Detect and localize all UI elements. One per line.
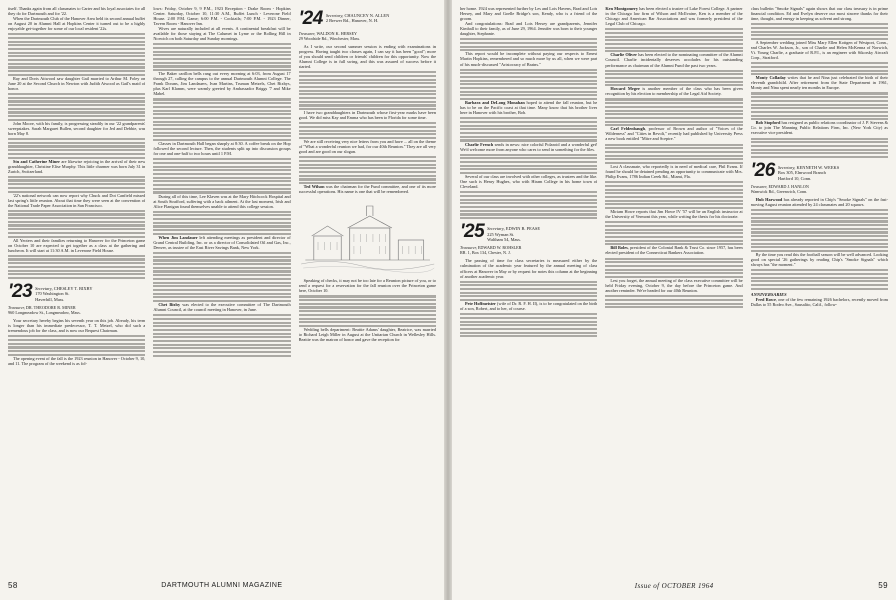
page-number: 58 xyxy=(8,581,18,590)
text-lines xyxy=(460,117,597,141)
treasurer-address: 29 Woodside Rd., Winchester, Mass. xyxy=(298,36,361,41)
treasurer-line xyxy=(460,245,597,255)
secretary-role: Secretary, xyxy=(777,165,796,171)
text-lines xyxy=(8,335,145,356)
left-columns xyxy=(8,6,436,562)
right-page xyxy=(452,0,896,600)
text-lines xyxy=(299,71,436,110)
text-lines xyxy=(460,69,597,101)
paragraph: The opening event of the fall is the 1923 reunion in Hanover - October 9, 10, and 11. The program of the weekend is as fol- xyxy=(8,355,146,366)
paragraph: I have two granddaughters in Dartmouth whose first-year marks have been good. We did miss Kay and Emma who has been to Florida for some time. xyxy=(298,110,436,121)
secretary-block xyxy=(487,223,540,242)
paragraph-text: left attending meetings as president and director of Grand Central Building, Inc. or as a director of Consolidated Oil and Gas, Inc., Denver, as trustee of the East River Savings Bank, New York. xyxy=(153,234,291,250)
paragraph-text: , president of the Colonial Bank & Trust Co. since 1957, has been elected president of the Connecticut Bankers Association. xyxy=(605,245,743,256)
secretary-block xyxy=(35,283,92,302)
text-lines xyxy=(751,138,888,159)
name-bold: Charlie French xyxy=(465,141,494,147)
paragraph: Lost A classmate, who reportedly is in need of medical care, Phil Evans. If found he should be detained pending an opportunity to communicate with Mrs. Philip Evans, 1786 Indian Creek Rd., Miami, Fla. xyxy=(605,164,743,180)
paragraph-text: has been elected a trustee of Lake Forest College. A partner in the Chicago law firm of Wilson and McIlvaine, Ken is a member of the Chicago and American Bar Associations and was formerly president of the Legal Club of Chicago. xyxy=(605,6,743,27)
paragraph: Wives are naturally included at all events. A continental breakfast will be available for those staying at The Calumet in Lyme or the Rolling Hill in Norwich on both Saturday and Sunday mornings. xyxy=(153,26,291,42)
paragraph xyxy=(460,100,597,115)
treasurer-role: Treasurer, xyxy=(750,184,768,190)
name-bold: Carl Feldenbaugh xyxy=(610,126,646,132)
secretary-name: KENNETH W. WEEKS xyxy=(796,165,840,171)
left-page xyxy=(0,0,444,600)
left-column-3 xyxy=(299,6,436,562)
text-lines xyxy=(460,154,597,175)
section-subheading: ANNIVERSARIES xyxy=(750,291,787,297)
name-bold: Charlie Oliver xyxy=(610,52,638,58)
secretary-role: Secretary, xyxy=(325,13,344,18)
name-bold: Pete Hoffmeister xyxy=(465,301,496,307)
paragraph xyxy=(751,75,888,90)
paragraph-text: , professor of Brown and author of "Voices of the Wilderness" and "Cities in Revolt," recently had published by University Press a new book entitled "Mitre and Sceptre." xyxy=(605,126,743,142)
treasurer-role: Treasurer, xyxy=(8,305,25,311)
secretary-city: Waltham 54, Mass. xyxy=(487,237,521,243)
paragraph xyxy=(751,120,888,135)
treasurer-role: Treasurer, xyxy=(460,245,477,251)
class-year: '25 xyxy=(460,221,485,243)
text-lines xyxy=(8,138,145,159)
text-lines xyxy=(153,252,290,302)
treasurer-role: Treasurer, xyxy=(298,31,316,36)
paragraph: Speaking of checks, it may not be too late for a Reunion picture of you, or to send a request for a reservation for the fall reunion over the Princeton game here, October 10. xyxy=(298,278,436,294)
paragraph: Ray and Doris Attwood saw daughter Gail married to Arthur M. Foley on June 20 at the Second Church in Newton with Judith Atwood as Gail's maid of honor. xyxy=(8,75,146,91)
text-lines xyxy=(153,98,290,141)
text-lines xyxy=(460,281,597,302)
treasurer-address: RR. 1, Box 134, Chester, N. J. xyxy=(460,250,511,256)
paragraph xyxy=(605,245,742,255)
class-year: '23 xyxy=(8,281,33,302)
name-bold: Bill Boles xyxy=(610,245,628,251)
paragraph: All Yeoters and their families returning to Hanover for the Princeton game on October 10 are expected to get together as a class at the gathering and luncheon. It will start at 11:30 A.M. in Leverone Field House. xyxy=(8,237,146,253)
secretary-role: Secretary, xyxy=(35,286,53,291)
paragraph xyxy=(605,126,742,141)
paragraph: Several of our class are involved with other colleges, as trustees and the like. One such is Henry Hughes, who with Hiram College in his home town of Cleveland. xyxy=(460,174,598,190)
right-footer xyxy=(460,581,888,590)
text-lines xyxy=(605,70,742,87)
paragraph: Your secretary hereby begins his seventh year on this job. Already, his term is longer than his immediate predecessor, T. T. Metzel, who did such a tremendous job for the class, and is now our Bequest Chairman. xyxy=(8,318,146,334)
paragraph-text: has been elected to the nominating committee of the Alumni Council. Charlie incidentally deserves accolades for his outstanding performance as chairman of the Alumni Fund the past two years. xyxy=(605,52,743,68)
text-lines xyxy=(751,269,888,290)
text-lines xyxy=(605,258,742,279)
paragraph: By the time you read this the football season will be well advanced. Looking good on special '26 gatherings by reading Chip's "Smoke Signals" which always has "the moment." xyxy=(750,252,888,268)
text-lines xyxy=(299,122,436,139)
left-footer xyxy=(8,581,436,590)
name-bold: Ted Wilson xyxy=(303,184,325,190)
right-column-3 xyxy=(751,6,888,562)
paragraph: The Baker carillon bells rang out every morning at 6:03, from August 17 through 27, calling the campus to the annual Dartmouth Alumni College. The Frank Dorans, Jim Landauers, Ivan Martins, Truman Metzels, Chet Bixbys, plus Karl Klamm, were warmly greeted by Ambassador Briggs '7 and Mike Mabel. xyxy=(153,71,291,97)
text-lines xyxy=(751,23,888,40)
paragraph: When the Dartmouth Club of the Hanover Area held its second annual buffet on August 20 in Alumni Hall at Hopkins Center it turned out to be a highly enjoyable get-together for some of our local resident '22s. xyxy=(8,16,146,32)
paragraph: class bulletin "Smoke Signals" again shows that our class treasury is in prime financial condition. Ed and Evelyn deserve our most sincere thanks for their time, thought, and energy in keeping us solvent and strong. xyxy=(750,6,888,22)
paragraph-text: has already reported in Chip's "Smoke Signals" on the fast-moving August reunion attended by 24 classmates and 20 squaws. xyxy=(750,197,888,208)
secretary-address: 2 Brewer Rd., Hanover, N. H. xyxy=(325,18,379,24)
name-bold: Howard Megee xyxy=(610,86,640,92)
text-lines xyxy=(751,92,888,120)
text-lines xyxy=(8,210,145,238)
text-lines xyxy=(605,295,742,308)
magazine-title: DARTMOUTH ALUMNI MAGAZINE xyxy=(161,582,283,589)
paragraph-text: , one of the few remaining 1926 bachelors, recently moved from Dallas to 55 Rodeo Ave., Sausalito, Calif., follow- xyxy=(750,296,888,307)
paragraph xyxy=(605,52,742,67)
paragraph-text: was the chairman for the Fund committee, and one of its more successful operations. His name is one that will be remembered. xyxy=(298,184,436,195)
paragraph xyxy=(751,197,888,207)
paragraph: As I write, our second summer session is ending with examinations in progress. Having taught two classes again, I can say it has been "good"; more of you should send children or friends' children for this opportunity. Now the Alumni College is in full swing, and this was assured of success before it started. xyxy=(298,44,436,70)
text-lines xyxy=(8,33,145,76)
text-lines xyxy=(751,62,888,75)
class-year: '24 xyxy=(298,8,323,29)
paragraph: Lest you forget, the annual meeting of the class executive committee will be held Friday evening, October 9, the day before the Princeton game. And another reminder. We're headed for our 40th Reunion. xyxy=(605,278,743,294)
treasurer-line xyxy=(751,184,888,194)
paragraph xyxy=(605,6,742,26)
text-lines xyxy=(153,211,290,235)
right-columns xyxy=(460,6,888,562)
paragraph: lows: Friday, October 9, 9 P.M., 1923 Reception - Drake Room - Hopkins Center. Saturday, October 10, 11:30 A.M., Buffet Lunch - Leverone Field House. 2:00 P.M. Game; 6:00 P.M. - Cocktails; 7:00 P.M. - 1923 Dinner, Tavern Room - Hanover Inn. xyxy=(153,6,291,27)
paragraph xyxy=(605,86,742,96)
paragraph xyxy=(299,184,436,194)
issue-date: Issue of OCTOBER 1964 xyxy=(634,581,714,590)
paragraph: During all of this time, Lee Klaven was at the Mary Hitchcock Hospital and at South Strafford, suffering with a back ailment. At the last moment, Irish and Alice Flanigan found themselves unable to attend this college session. xyxy=(153,193,291,209)
text-lines xyxy=(153,158,290,193)
secretary-block xyxy=(778,162,839,181)
paragraph xyxy=(153,302,290,312)
paragraph xyxy=(460,142,597,152)
paragraph-text: is another member of the class who has been given recognition by his election to membership of the Legal Aid Society. xyxy=(605,86,743,97)
treasurer-address: Wamwick Rd., Greenwich, Conn. xyxy=(750,189,808,195)
text-lines xyxy=(8,93,145,121)
paragraph: This report would be incomplete without paying our respects to Ernest Martin Hopkins, remembered and so much more by us all, when we were part of his much-discussed "Aristocracy of Brains." xyxy=(460,51,598,67)
page-gutter xyxy=(444,0,452,600)
text-lines xyxy=(605,144,742,165)
paragraph-text: (wife of Dr. R. F. H. II), is to be congratulated on the birth of a son, Robert, and to her, of course. xyxy=(460,301,598,312)
text-lines xyxy=(299,156,436,184)
paragraph xyxy=(751,297,888,307)
paragraph-text: was elected to the executive committee of The Dartmouth Alumni Council, at the council meeting in Hanover, in June. xyxy=(153,302,291,313)
paragraph xyxy=(153,235,290,250)
text-lines xyxy=(8,255,145,279)
text-lines xyxy=(605,221,742,245)
page-number: 59 xyxy=(878,581,888,590)
paragraph: Classes in Dartmouth Hall began sharply at 8:30. A coffee break on the Hop followed the second lecture. Then, the students split up into discussion groups for one and one-half to two hours until 1 P.M. xyxy=(153,141,291,157)
treasurer-line xyxy=(8,305,145,315)
name-bold: Barbara and DeLong Monahan xyxy=(465,100,525,106)
paragraph: Miriam Howe reports that Jim Howe IV '57 will be an English instructor at the University of Vermont this year, while writing the thesis for his doctorate. xyxy=(605,209,743,220)
left-column-2 xyxy=(153,6,290,562)
secretary-city: Haverhill, Mass. xyxy=(35,296,65,302)
paragraph: her home. 1924 was represented further by Les and Lois Havens, Brad and Lois Hersey, and Mary and Goelle Bridge's son, Kendy, who is a friend of the groom. xyxy=(460,6,598,22)
name-bold: Chet Bixby xyxy=(158,302,181,308)
paragraph xyxy=(8,159,145,174)
name-bold: Hub Harwood xyxy=(755,197,783,203)
paragraph: And congratulations: Brad and Lois Hersey are grandparents, Jennifer Kimball to their family, as of June 29, 1964. Jennifer was born to their younger daughter, Stephanie. xyxy=(460,21,598,37)
treasurer-name: DR. THEODORE R. MINER xyxy=(25,305,76,311)
treasurer-name: EDWARD W. ROHSLER xyxy=(477,245,522,251)
text-lines xyxy=(460,38,597,51)
text-lines xyxy=(460,313,597,337)
class-heading-1925 xyxy=(460,223,597,242)
paragraph: itself. Thanks again from all classmates to Carter and his loyal associates for all they do for Dartmouth and for '22. xyxy=(8,6,146,17)
text-lines xyxy=(8,176,145,193)
campus-sketch-illustration xyxy=(299,198,436,274)
name-bold: Bob Stopford xyxy=(755,120,781,126)
paragraph: John Moore, with his family, is progressing steadily in our '22 grandparents' sweepstakes. Sarah Margaret Bullen, second daughter for Jed and Debbie, was born May 8. xyxy=(8,120,146,137)
paragraph: The passing of time for class secretaries is measured either by the culmination of the academic year featured by the annual meeting of class officers at Hanover in May or by request for notes this column at the beginning of another academic year. xyxy=(460,258,598,279)
name-bold: Ken Montgomery xyxy=(605,6,639,11)
name-bold: Stu and Catherine Miner xyxy=(13,158,60,164)
treasurer-name: WALDON K. HERSEY xyxy=(316,31,358,36)
treasurer-address: 960 Longmeadow St., Longmeadow, Mass. xyxy=(8,310,81,316)
secretary-address: 225 Wyman St. xyxy=(487,231,515,237)
text-lines xyxy=(605,98,742,126)
paragraph: A September wedding joined Miss Mary Ellen Kottgen of Westport, Conn., and Charles W. Jackson, Jr., son of Charlie and Helen McKenna of Norwich, Vt. Young Charlie, a graduate of R.P.I., is an engineer with Sikorsky Aircraft Corp., Stratford. xyxy=(750,39,888,61)
left-column-1 xyxy=(8,6,145,562)
class-heading-1924 xyxy=(299,10,436,28)
paragraph: We are still receiving very nice letters from you and have ... all on the theme of "What a wonderful reunion we had, for our 40th Reunion." They are all very good and are good on our slogan. xyxy=(298,139,436,155)
text-lines xyxy=(153,314,290,357)
treasurer-name: EDWARD J. HANLON xyxy=(768,184,809,190)
right-column-1 xyxy=(460,6,597,562)
paragraph-text: writes that he and Nina just celebrated the birth of their eleventh grandchild. After retirement from the State Department in 1961, Monty and Nina spent nearly ten months in Europe. xyxy=(750,75,888,91)
right-column-2 xyxy=(605,6,742,562)
name-bold: Monty Colladay xyxy=(755,75,786,81)
secretary-name: CHESLEY T. BIXBY xyxy=(53,286,93,291)
text-lines xyxy=(299,295,436,327)
secretary-block xyxy=(326,10,389,24)
class-heading-1926 xyxy=(751,162,888,181)
secretary-role: Secretary, xyxy=(487,226,505,232)
name-bold: Fred Rowe xyxy=(755,296,776,302)
class-heading-1923 xyxy=(8,283,145,302)
secretary-name: EDWIN B. PEASE xyxy=(505,226,541,232)
paragraph-text: has resigned as public relations coordinator of J. P. Stevens & Co. to join The Manning Public Relations Firm, Inc. (New York City) as executive vice president. xyxy=(750,120,888,136)
class-year: '26 xyxy=(750,160,775,182)
text-lines xyxy=(751,209,888,252)
name-bold: When Jim Landauer xyxy=(158,234,198,240)
text-lines xyxy=(605,28,742,52)
paragraph-text: sends in news: nice colorful Polaroid and a wonderful get! We'd welcome more from anyone who cares to send in something for the files. xyxy=(460,141,598,152)
paragraph: Wedding bells department: Beattie Adams' daughter, Beatrice, was married to Richard Leigh Miller in August at the Unitarian Church in Wellesley Hills. Beattie was the matron of honor and gave the reception for xyxy=(298,327,436,343)
paragraph: '22's national network can now report why Chuck and Dot Canfield missed last spring's little reunion. About that time they were seen at the convention of the National Trade Paper Association in San Francisco. xyxy=(8,192,146,208)
paragraph-text: are likewise rejoicing in the arrival of their new granddaughter, Christine Elise Murphy. This little charmer was born July 31 in Zurich, Switzerland. xyxy=(8,158,146,174)
secretary-city: Hartford 10, Conn. xyxy=(777,175,812,181)
secretary-address: Box 305, Elmwood Branch xyxy=(777,170,826,176)
secretary-address: 170 Washington St. xyxy=(35,291,70,297)
secretary-name: CHAUNCEY N. ALLEN xyxy=(344,13,390,18)
paragraph-text: hoped to attend the fall reunion, but he has to be on the Pacific coast at that time. Many know that his brother lives here in Hanover with his brother, Bob. xyxy=(460,100,598,116)
treasurer-line xyxy=(299,31,436,41)
paragraph xyxy=(460,301,597,311)
text-lines xyxy=(605,181,742,209)
text-lines xyxy=(153,43,290,71)
text-lines xyxy=(460,191,597,219)
